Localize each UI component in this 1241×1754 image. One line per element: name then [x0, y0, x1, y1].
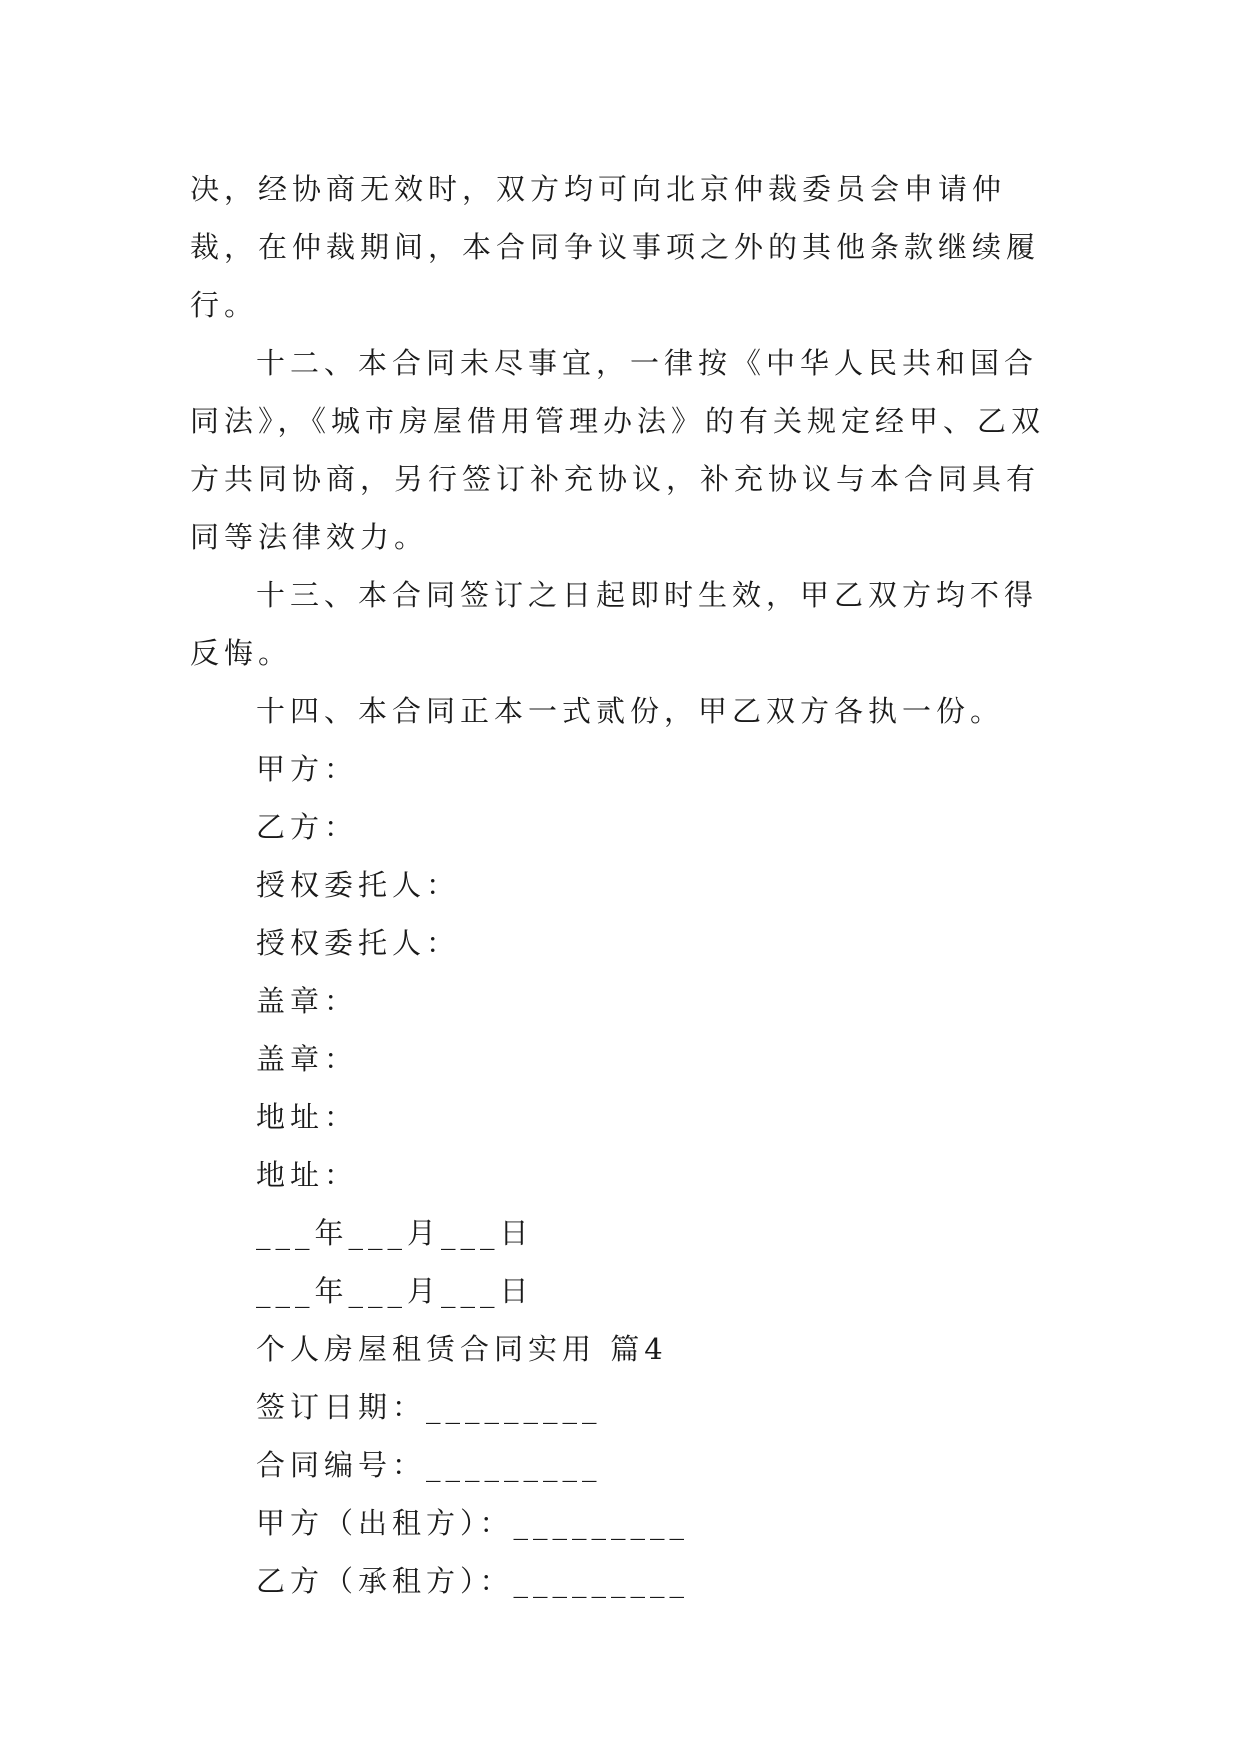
- paragraph-arbitration: 决，经协商无效时，双方均可向北京仲裁委员会申请仲裁，在仲裁期间，本合同争议事项之外的其他条款继续履行。: [190, 172, 1041, 322]
- address-a-label: 地址：: [256, 1100, 359, 1134]
- party-a-label: 甲方：: [256, 752, 359, 786]
- date-a-line: ___年___月___日: [256, 1216, 534, 1250]
- paragraph-clause-13: 十三、本合同签订之日起即时生效，甲乙双方均不得反悔。: [190, 578, 1039, 670]
- seal-b-label: 盖章：: [256, 1042, 359, 1076]
- agent-a-label: 授权委托人：: [256, 868, 461, 902]
- paragraph-clause-12: 十二、本合同未尽事宜，一律按《中华人民共和国合同法》，《城市房屋借用管理办法》的有关规定经甲、乙双方共同协商，另行签订补充协议，补充协议与本合同具有同等法律效力。: [190, 346, 1046, 554]
- contract-number-field: 合同编号：_________: [256, 1448, 602, 1482]
- paragraph-clause-14: 十四、本合同正本一式贰份，甲乙双方各执一份。: [256, 694, 1005, 728]
- agent-b-label: 授权委托人：: [256, 926, 461, 960]
- address-b-label: 地址：: [256, 1158, 359, 1192]
- section-title: 个人房屋租赁合同实用 篇4: [256, 1332, 668, 1366]
- date-b-line: ___年___月___日: [256, 1274, 534, 1308]
- lessor-field: 甲方（出租方）：_________: [256, 1506, 690, 1540]
- document-body: [190, 160, 1070, 1610]
- seal-a-label: 盖章：: [256, 984, 359, 1018]
- party-b-label: 乙方：: [256, 810, 359, 844]
- sign-date-field: 签订日期：_________: [256, 1390, 602, 1424]
- lessee-field: 乙方（承租方）：_________: [256, 1564, 690, 1598]
